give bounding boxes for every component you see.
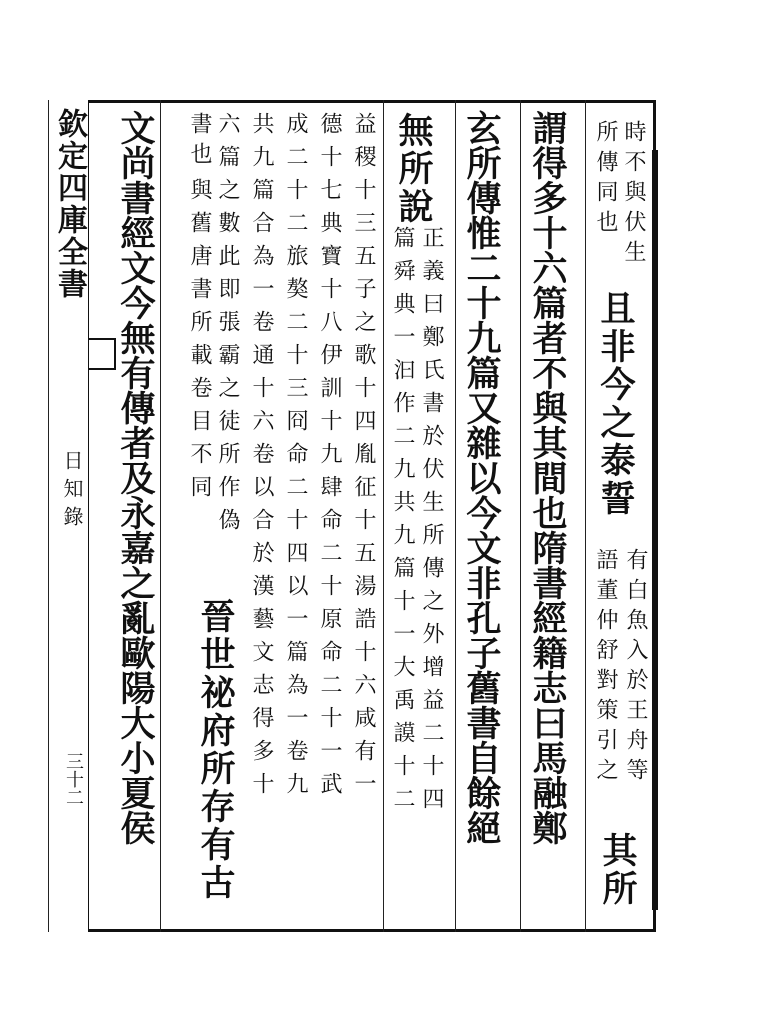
text-column: 與舊唐書所載卷目不同 bbox=[187, 178, 212, 508]
text-column: 成二十二旅獒二十三冏命二十四以一篇為一卷九 bbox=[283, 112, 308, 805]
text-column: 所傳同也 bbox=[593, 120, 618, 240]
column-rule bbox=[160, 100, 161, 932]
text-column: 書也 bbox=[187, 112, 212, 172]
margin-series-title: 欽定四庫全書 bbox=[52, 108, 87, 300]
text-column: 德十七典寶十八伊訓十九肆命二十原命二十一武 bbox=[317, 112, 342, 805]
text-column: 正義曰鄭氏書於伏生所傳之外增益二十四 bbox=[419, 226, 444, 820]
text-column: 其所 bbox=[597, 832, 638, 908]
text-column: 語董仲舒對策引之 bbox=[593, 548, 618, 788]
right-border-bar bbox=[652, 150, 658, 910]
column-rule bbox=[585, 100, 586, 932]
text-column: 時不與伏生 bbox=[621, 120, 646, 270]
margin-book-title: 日知錄 bbox=[60, 450, 84, 534]
text-column: 玄所傳惟二十九篇又雜以今文非孔子舊書自餘絕 bbox=[461, 110, 502, 845]
text-column: 晉世祕府所存有古 bbox=[195, 598, 236, 902]
column-rule bbox=[383, 100, 384, 932]
text-column: 謂得多十六篇者不與其間也隋書經籍志曰馬融鄭 bbox=[527, 110, 568, 845]
text-column: 共九篇合為一卷通十六卷以合於漢藝文志得多十 bbox=[249, 112, 274, 805]
text-column: 有白魚入於王舟等 bbox=[623, 548, 648, 788]
fish-tail-mark bbox=[88, 338, 116, 370]
text-column: 且非今之泰誓 bbox=[595, 290, 636, 518]
column-rule bbox=[455, 100, 456, 932]
text-column: 文尚書經文今無有傳者及永嘉之亂歐陽大小夏侯 bbox=[115, 110, 156, 845]
text-column: 篇舜典一汩作二九共九篇十一大禹謨十二 bbox=[390, 226, 415, 820]
text-column: 六篇之數此即張霸之徒所作偽 bbox=[215, 112, 240, 541]
text-column: 益稷十三五子之歌十四胤征十五湯誥十六咸有一 bbox=[351, 112, 376, 805]
margin-page-number: 三十二 bbox=[63, 752, 84, 806]
text-column: 無所說 bbox=[393, 112, 434, 226]
column-rule bbox=[520, 100, 521, 932]
